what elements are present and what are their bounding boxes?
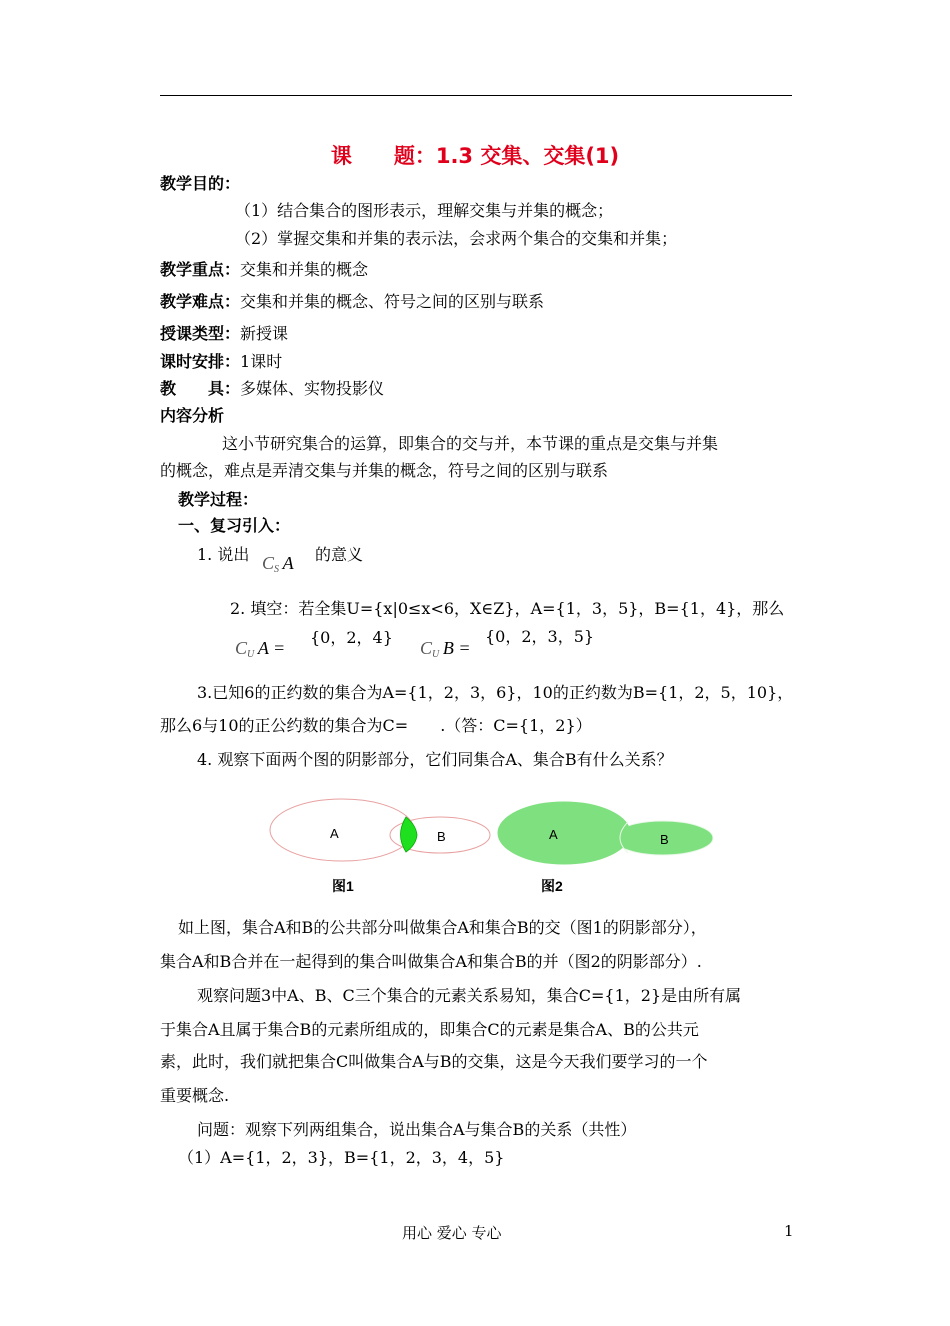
difficulty-text: 交集和并集的概念、符号之间的区别与联系 [240, 292, 545, 311]
fig2-caption: 图2 [541, 878, 563, 894]
difficulty-row [160, 292, 544, 312]
cua-answer: {0，2，4} [310, 628, 393, 647]
para2-line: 观察问题3中A、B、C三个集合的元素关系易知，集合C={1，2}是由所有属 [197, 986, 742, 1005]
cub-answer: {0，2，3，5} [485, 627, 595, 646]
review-q3-line: 那么6与10的正公约数的集合为C= .（答：C={1，2}） [160, 716, 592, 735]
tools-label: 教 具： [160, 379, 241, 398]
fig2-label-a: A [549, 827, 558, 842]
figure-1-intersection [270, 799, 490, 894]
complement-u-b-formula: $C_U$ B = [420, 638, 471, 660]
fig1-caption: 图1 [332, 878, 354, 894]
review-q2: 2. 填空：若全集U={x|0≤x<6，X∈Z}，A={1，3，5}，B={1，4}，那么 [230, 599, 785, 618]
process-label: 教学过程： [178, 490, 259, 509]
para1-line: 集合A和B合并在一起得到的集合叫做集合A和集合B的并（图2的阴影部分）. [160, 952, 702, 971]
review-q1 [197, 545, 249, 565]
analysis-line: 的概念，难点是弄清交集与并集的概念，符号之间的区别与联系 [160, 461, 609, 480]
page-number: 1 [784, 1222, 794, 1240]
para1-line: 如上图，集合A和B的公共部分叫做集合A和集合B的交（图1的阴影部分）， [178, 918, 707, 937]
objective-item: （1）结合集合的图形表示，理解交集与并集的概念； [235, 201, 614, 220]
key-point-row [160, 260, 368, 280]
q1-suffix: 的意义 [315, 545, 364, 564]
complement-u-a-formula: $C_U$ A = [235, 638, 286, 660]
intersection-shaded [401, 817, 418, 852]
fig1-label-a: A [330, 826, 339, 841]
objectives-label: 教学目的： [160, 174, 241, 193]
para2-line: 于集合A且属于集合B的元素所组成的，即集合C的元素是集合A、B的公共元 [160, 1020, 699, 1039]
lesson-type-row [160, 324, 288, 344]
review-q4: 4. 观察下面两个图的阴影部分，它们同集合A、集合B有什么关系？ [197, 750, 673, 769]
question-text: 问题：观察下列两组集合，说出集合A与集合B的关系（共性） [197, 1120, 637, 1139]
page-title: 课 题：1.3 交集、交集(1) [330, 144, 620, 168]
fig1-label-b: B [437, 829, 446, 844]
tools-row [160, 379, 384, 399]
figure-2-union [498, 802, 713, 894]
tools-text: 多媒体、实物投影仪 [240, 379, 385, 398]
venn-figures [260, 790, 730, 900]
key-point-text: 交集和并集的概念 [240, 260, 369, 279]
question-item: （1）A={1，2，3}，B={1，2，3，4，5} [178, 1148, 505, 1167]
objective-item: （2）掌握交集和并集的表示法，会求两个集合的交集和并集； [235, 229, 678, 248]
schedule-row [160, 352, 282, 372]
q1-prefix: 1. 说出 [197, 545, 250, 564]
header-rule [160, 95, 792, 96]
difficulty-label: 教学难点： [160, 292, 241, 311]
fig2-label-b: B [660, 832, 669, 847]
schedule-text: 1课时 [240, 352, 283, 371]
set-a-ellipse [498, 802, 630, 864]
analysis-label: 内容分析 [160, 406, 225, 425]
review-q3-line: 3.已知6的正约数的集合为A={1，2，3，6}，10的正约数为B={1，2，5，10}， [197, 683, 794, 702]
para2-line: 素，此时，我们就把集合C叫做集合A与B的交集，这是今天我们要学习的一个 [160, 1052, 708, 1071]
analysis-line: 这小节研究集合的运算，即集合的交与并，本节课的重点是交集与并集 [222, 434, 719, 453]
complement-s-a-formula: $C_S$ A [262, 553, 294, 575]
para2-line: 重要概念. [160, 1086, 230, 1105]
key-point-label: 教学重点： [160, 260, 241, 279]
lesson-type-text: 新授课 [240, 324, 289, 343]
lesson-type-label: 授课类型： [160, 324, 241, 343]
schedule-label: 课时安排： [160, 352, 241, 371]
footer-motto: 用心 爱心 专心 [402, 1224, 502, 1242]
review-label: 一、复习引入： [178, 516, 291, 535]
